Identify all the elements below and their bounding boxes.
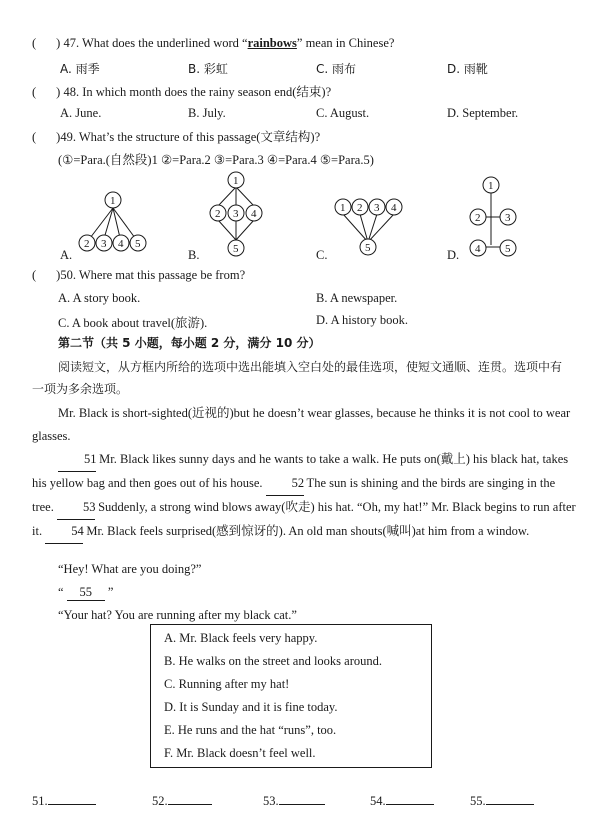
svg-text:2: 2 (215, 208, 221, 220)
diagram-c (335, 199, 402, 255)
q47-option-d: D. 雨靴 (447, 62, 488, 76)
answer-54-line[interactable] (386, 804, 434, 805)
answer-55: 55. (470, 794, 534, 809)
blank-55: 55 (67, 585, 105, 601)
q48-option-d: D. September. (447, 106, 519, 120)
box-option-f: F. Mr. Black doesn’t feel well. (164, 746, 316, 760)
q49-stem: ( )49. What’s the structure of this passage(文章结构)? (32, 130, 321, 144)
svg-text:5: 5 (135, 238, 141, 250)
q50-option-d: D. A history book. (316, 313, 409, 327)
svg-text:1: 1 (488, 180, 494, 192)
svg-text:3: 3 (505, 212, 511, 224)
svg-text:5: 5 (233, 243, 239, 255)
q50-option-b: B. A newspaper. (316, 291, 398, 305)
svg-text:4: 4 (251, 208, 257, 220)
options-box (150, 624, 432, 768)
svg-text:2: 2 (84, 238, 90, 250)
svg-text:3: 3 (374, 202, 380, 214)
svg-text:1: 1 (340, 202, 346, 214)
svg-text:3: 3 (233, 208, 239, 220)
dialogue-55: “ 55 ” (58, 585, 114, 599)
answer-55-line[interactable] (486, 804, 534, 805)
q48-option-b: B. July. (188, 106, 226, 120)
passage-para-1: Mr. Black is short-sighted(近视的)but he doesn’t wear glasses, because he thinks it is not cool to wear glasses. (32, 406, 571, 443)
svg-text:4: 4 (391, 202, 397, 214)
q47-stem: ( ) 47. What does the underlined word “rainbows” mean in Chinese? (32, 36, 395, 50)
answer-53-line[interactable] (279, 804, 325, 805)
q47-option-c: C. 雨布 (316, 62, 357, 76)
answer-51-line[interactable] (48, 804, 96, 805)
q50-option-a: A. A story book. (58, 291, 141, 305)
section-heading: 第二节（共 5 小题，每小题 2 分，满分 10 分） (58, 336, 321, 350)
svg-text:4: 4 (475, 243, 481, 255)
diagram-b (210, 172, 262, 256)
svg-text:5: 5 (505, 243, 511, 255)
box-option-e: E. He runs and the hat “runs”, too. (164, 723, 337, 737)
q47-option-a: A. 雨季 (60, 62, 100, 76)
answer-54: 54. (370, 794, 434, 809)
dialogue-hey: “Hey! What are you doing?” (58, 562, 202, 576)
answer-53: 53. (263, 794, 325, 809)
q49-legend: (①=Para.(自然段)1 ②=Para.2 ③=Para.3 ④=Para.4 ⑤=Para.5) (58, 153, 374, 167)
answer-52-line[interactable] (168, 804, 212, 805)
answer-52: 52. (152, 794, 212, 809)
q49-label-a: A. (60, 248, 73, 262)
blank-54: 54 (45, 520, 83, 544)
passage-para-2: 51 Mr. Black likes sunny days and he wants to take a walk. He puts on(戴上) his black hat, takes his yellow bag and then goes out of his house. 52 The sun is shining and the birds are singing in the tree. 53 Suddenly, a strong wind blows away(吹走) his hat. “Oh, my hat!” Mr. Black begins to run after it. 54 Mr. Black feels surprised(感到惊讶的). An old man shouts(喊叫)at him from a window. (32, 448, 578, 544)
box-option-c: C. Running after my hat! (164, 677, 290, 691)
q48-option-c: C. August. (316, 106, 370, 120)
q48-stem: ( ) 48. In which month does the rainy season end(结束)? (32, 85, 332, 99)
svg-text:1: 1 (110, 195, 116, 207)
svg-text:5: 5 (365, 242, 371, 254)
diagram-d (470, 177, 516, 256)
svg-text:1: 1 (233, 175, 239, 187)
q50-option-c: C. A book about travel(旅游). (58, 316, 208, 330)
q50-stem: ( )50. Where mat this passage be from? (32, 268, 246, 282)
q49-label-b: B. (188, 248, 200, 262)
svg-text:2: 2 (357, 202, 363, 214)
blank-52: 52 (266, 472, 304, 496)
svg-text:3: 3 (101, 238, 107, 250)
blank-53: 53 (57, 496, 95, 520)
box-option-a: A. Mr. Black feels very happy. (164, 631, 318, 645)
diagram-a (79, 192, 146, 251)
q49-label-c: C. (316, 248, 328, 262)
underlined-word: rainbows (247, 36, 297, 50)
answer-51: 51. (32, 794, 96, 809)
q49-label-d: D. (447, 248, 460, 262)
box-option-d: D. It is Sunday and it is fine today. (164, 700, 338, 714)
blank-51: 51 (58, 448, 96, 472)
structure-diagrams (0, 170, 610, 268)
section-instruction: 阅读短文，从方框内所给的选项中选出能填入空白处的最佳选项，使短文通顺、连贯。选项中有一项为多余选项。 (32, 360, 563, 396)
q48-option-a: A. June. (60, 106, 102, 120)
svg-text:4: 4 (118, 238, 124, 250)
box-option-b: B. He walks on the street and looks around. (164, 654, 383, 668)
svg-text:2: 2 (475, 212, 481, 224)
q47-option-b: B. 彩虹 (188, 62, 228, 76)
dialogue-hat: “Your hat? You are running after my black cat.” (58, 608, 297, 622)
